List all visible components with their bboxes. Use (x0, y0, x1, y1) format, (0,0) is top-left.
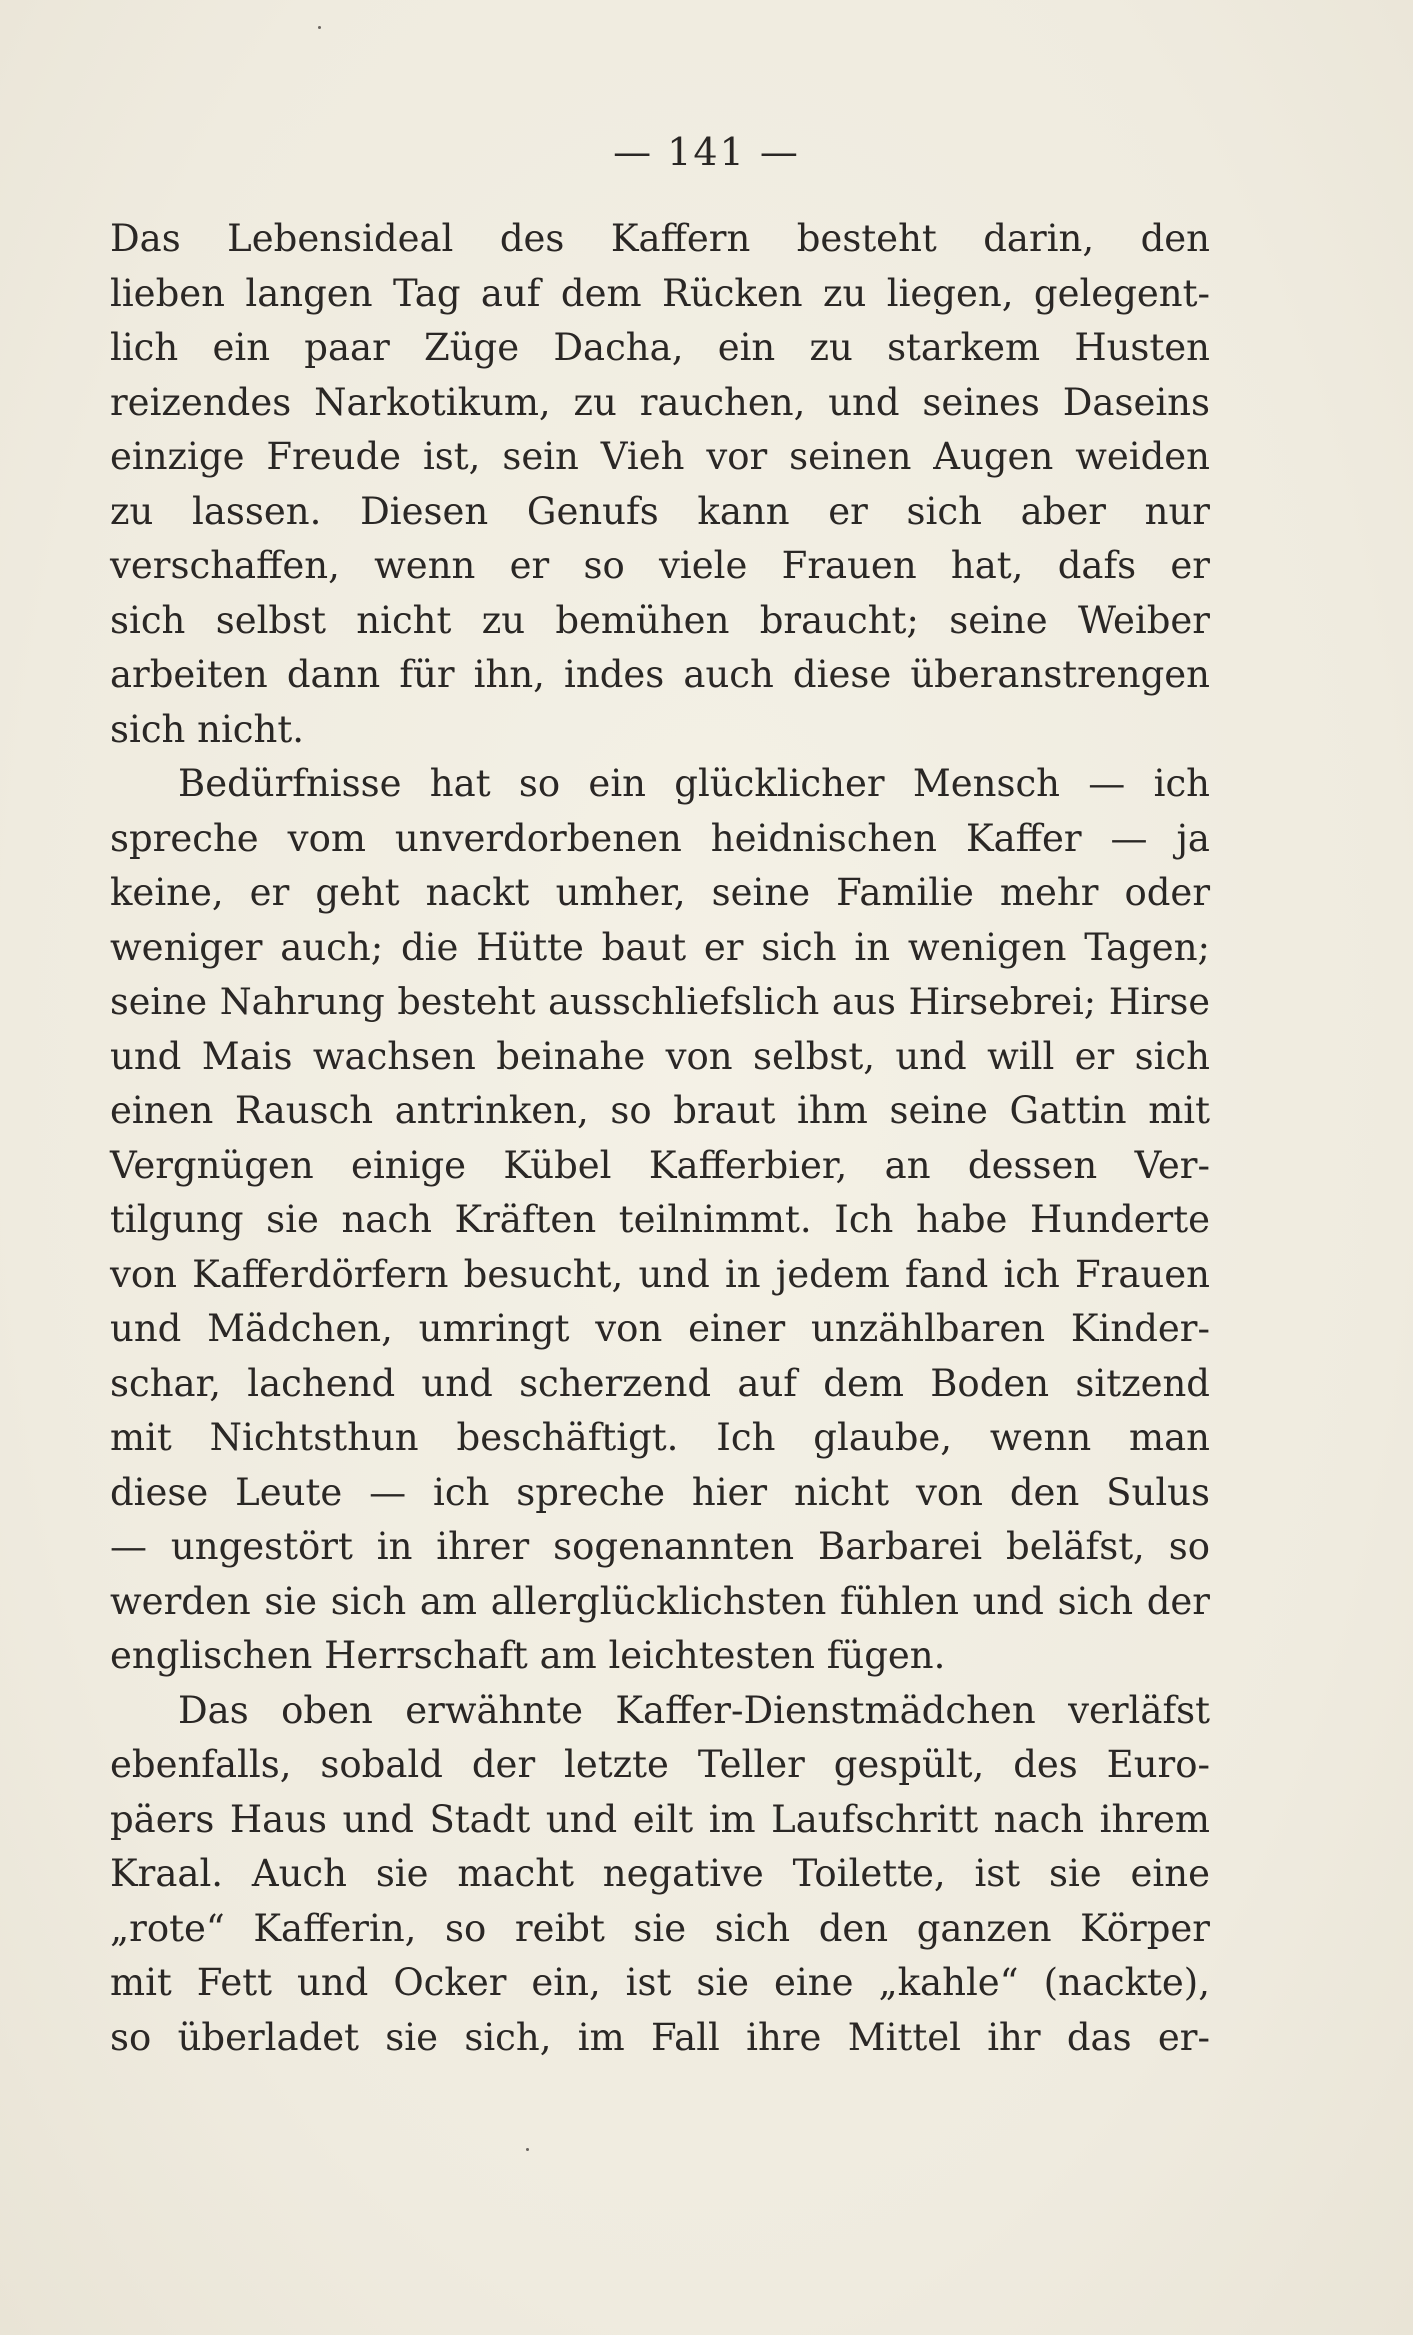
text-line: keine, er geht nackt umher, seine Familie mehr oder (110, 871, 1210, 914)
text-line: sich selbst nicht zu bemühen braucht; seine Weiber (110, 598, 1210, 642)
text-line: Kraal. Auch sie macht negative Toilette, ist sie eine (110, 1852, 1210, 1895)
text-line: arbeiten dann für ihn, indes auch diese überanstrengen (110, 653, 1210, 696)
text-line: sich nicht. (110, 707, 304, 751)
text-line: schar, lachend und scherzend auf dem Boden sitzend (110, 1361, 1210, 1405)
text-line: werden sie sich am allerglücklichsten fühlen und sich der (110, 1579, 1210, 1623)
text-line: einen Rausch antrinken, so braut ihm seine Gattin mit (110, 1089, 1210, 1132)
text-line: lich ein paar Züge Dacha, ein zu starkem Husten (110, 326, 1210, 369)
text-line: einzige Freude ist, sein Vieh vor seinen Augen weiden (110, 435, 1210, 478)
text-line: mit Fett und Ocker ein, ist sie eine „kahle“ (nackte), (110, 1961, 1210, 2004)
text-line: Vergnügen einige Kübel Kafferbier, an dessen Ver- (110, 1143, 1210, 1187)
text-line: so überladet sie sich, im Fall ihre Mittel ihr das er- (110, 2015, 1210, 2059)
text-line: und Mädchen, umringt von einer unzählbaren Kinder- (110, 1307, 1210, 1350)
text-line: Das Lebensideal des Kaffern besteht darin, den (110, 217, 1210, 260)
text-line: von Kafferdörfern besucht, und in jedem fand ich Frauen (110, 1252, 1210, 1296)
paragraph-start-line: Das oben erwähnte Kaffer-Dienstmädchen verläfst (178, 1688, 1210, 1732)
text-line: diese Leute — ich spreche hier nicht von den Sulus (110, 1470, 1210, 1514)
text-line: seine Nahrung besteht ausschliefslich aus Hirsebrei; Hirse (110, 980, 1210, 1023)
text-line: — ungestört in ihrer sogenannten Barbarei beläfst, so (110, 1525, 1210, 1568)
paragraph-start-line: Bedürfnisse hat so ein glücklicher Mensch — ich (178, 762, 1210, 805)
text-line: zu lassen. Diesen Genufs kann er sich aber nur (110, 489, 1210, 533)
paper-speck (526, 2148, 529, 2151)
text-line: mit Nichtsthun beschäftigt. Ich glaube, wenn man (110, 1416, 1210, 1459)
text-line: päers Haus und Stadt und eilt im Laufschritt nach ihrem (110, 1797, 1210, 1841)
text-line: spreche vom unverdorbenen heidnischen Kaffer — ja (110, 816, 1210, 860)
text-line: tilgung sie nach Kräften teilnimmt. Ich habe Hunderte (110, 1198, 1210, 1241)
text-line: englischen Herrschaft am leichtesten fügen. (110, 1634, 946, 1677)
paper-speck (318, 26, 321, 29)
body-text (110, 212, 1210, 2065)
text-line: ebenfalls, sobald der letzte Teller gespült, des Euro- (110, 1743, 1210, 1786)
text-line: reizendes Narkotikum, zu rauchen, und seines Daseins (110, 380, 1210, 424)
text-line: und Mais wachsen beinahe von selbst, und will er sich (110, 1034, 1210, 1078)
text-line: weniger auch; die Hütte baut er sich in wenigen Tagen; (110, 925, 1210, 969)
text-line: „rote“ Kafferin, so reibt sie sich den ganzen Körper (110, 1906, 1210, 1950)
page-number: — 141 — (613, 130, 800, 174)
text-line: lieben langen Tag auf dem Rücken zu liegen, gelegent- (110, 271, 1210, 315)
text-line: verschaffen, wenn er so viele Frauen hat, dafs er (110, 544, 1210, 587)
